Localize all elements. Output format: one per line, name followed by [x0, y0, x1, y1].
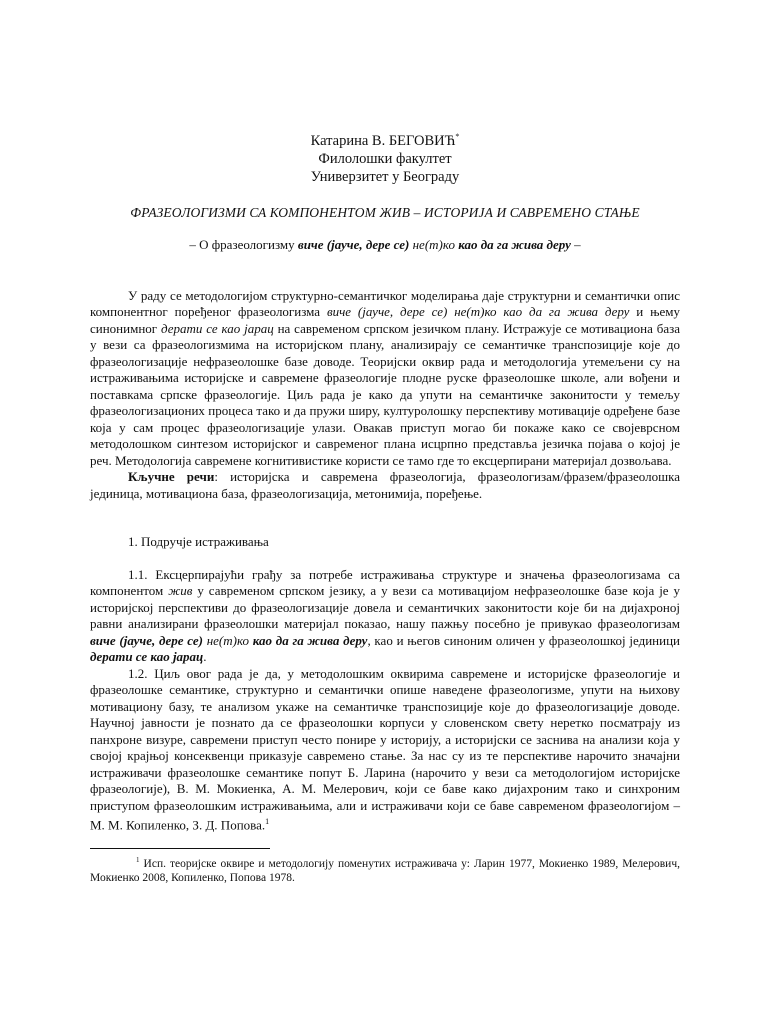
paragraph-1-1: 1.1. Ексцерпирајући грађу за потребе истраживања структуре и значења фразеологизама са компонентом жив у савременом српском језику, а у вези са мотивацијом нефразеолошке базе која је у историјској перспективи до фразеологизације довела и семантичких законитости које би на дијахроној равни анализирани фразеолошки материјал показао, нашу пажњу посебно је привукао фразеологизам виче (јауче, дере се) не(т)ко као да га жива деру, као и његов синоним оличен у фразеолошкој јединици дерати се као јарац.: [90, 566, 680, 665]
author-block: [90, 128, 680, 186]
paper-title: ФРАЗЕОЛОГИЗМИ СА КОМПОНЕНТОМ ЖИВ – ИСТОРИЈА И САВРЕМЕНО СТАЊЕ: [130, 204, 640, 220]
keywords-label: Кључне речи: [128, 469, 215, 485]
footnote: $^1$ Исп. теоријске оквире и методологију поменутих истраживача у: Ларин 1977, Мокиенко 1989, Мелерович, Мокиенко 2008, Копиленко, Попова 1978.: [90, 856, 680, 884]
document-page: [90, 128, 680, 885]
footnote-mark: 1: [136, 856, 140, 865]
paragraph-1-2: 1.2. Циљ овог рада је да, у методолошким оквирима савремене и историјске фразеологије и фразеолошке семантике, структурно и семантички опише наведене фразеологизме, упути на њихову мотивациону базу, те анализом укаже на семантичке транспозиције које до фразеологизације доводе. Научној јавности је познато да се фразеолошки корпуси у словенском свету неретко посматрају из панхроне визуре, савремени приступ често понире у историју, а историјски се заснива на анализи која у својој крајњој консеквенци приказује савремено стање. За нас су из те перспективе нарочито значајни истраживачи фразеолошке семантике попут Б. Ларина (нарочито у вези са методологијом историјске фразеологије), В. М. Мокиенка, А. М. Мелерович, који се баве како дијахроним тако и синхроним приступом фразеолошким истраживањима, али и истраживачи који се баве савременом фразеологијом – М. М. Копиленко, З. Д. Попова.$^1$: [90, 665, 680, 833]
section-heading: 1. Подручје истраживања: [128, 534, 269, 550]
footnote-ref[interactable]: 1: [265, 817, 270, 827]
author-university: Универзитет у Београду: [310, 168, 460, 185]
author-footnote-mark: *: [455, 132, 460, 141]
paper-subtitle: – О фразеологизму виче (јауче, дере се) не(т)ко као да га жива деру –: [189, 237, 581, 253]
keywords: Кључне речи: историјска и савремена фразеологија, фразеологизам/фразем/фразеолошка јединица, мотивациона база, фразеологизација, метонимија, поређење.: [90, 469, 680, 501]
author-name: Катарина В. БЕГОВИЋ*: [310, 132, 460, 149]
author-faculty: Филолошки факултет: [318, 150, 452, 167]
footnote-divider: [90, 848, 270, 849]
abstract: У раду се методологијом структурно-семантичког моделирања даје структурни и семантички опис компонентног поређеног фразеологизма виче (јауче, дере се) не(т)ко као да га жива деру и њему синонимног дерати се као јарац на савременом српском језичком плану. Истражује се мотивациона база у вези са фразеологизмима на историјском плану, анализирају се семантичке транспозиције које до фразеологизације нефразеолошке базе доводе. Теоријски оквир рада и методологија утемељени су на истраживањима историјске и савремене фразеологије плодне руске фразеолошке школе, али вођени и поставкама српске фразеологије. Циљ рада је како да упути на семантичке законитости у темељу фразеологизационих процеса тако и да пружи ширу, културолошку перспективу мотивације одређене базе која у сам процес фразеологизације улази. Овакав приступ могао би покаже како се својеврсном методолошком синтезом историјског и савременог плана исцрпно представља језичка појава о којој је реч. Методологија савремене когнитивистике користи се тамо где то ексцерпирани материјал дозвољава.: [90, 287, 681, 468]
